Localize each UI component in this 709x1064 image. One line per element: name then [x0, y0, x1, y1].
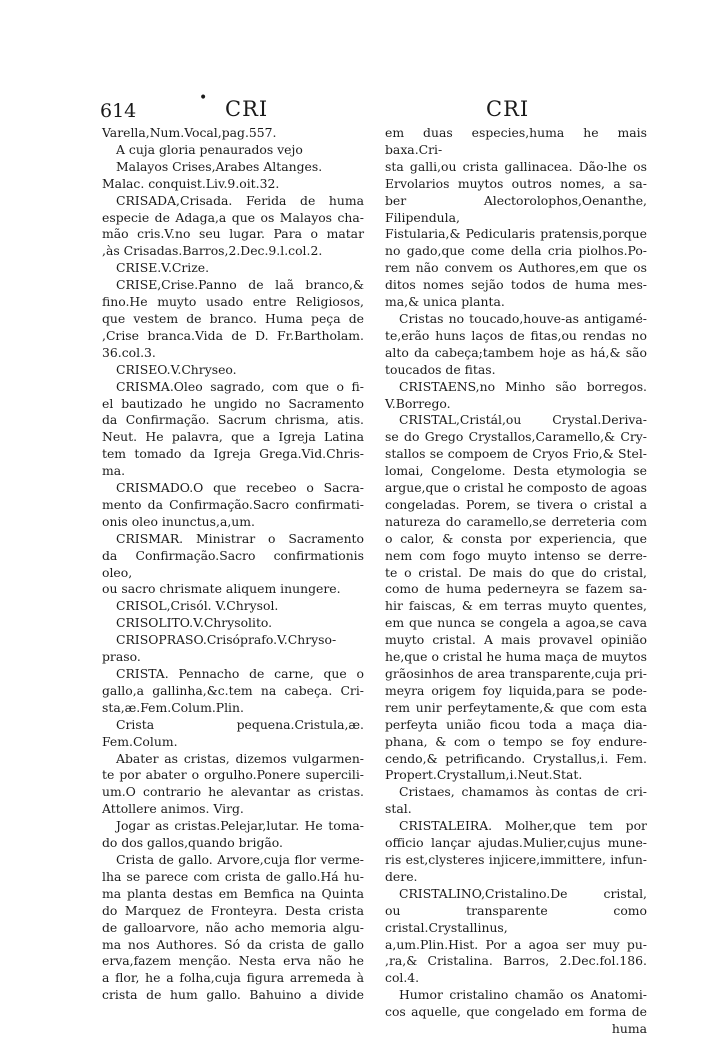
text-line: se do Grego Crystallos,Caramello,& Cry-	[385, 429, 647, 445]
text-line: que vestem de branco. Huma peça de	[102, 310, 364, 326]
text-line: erva,fazem menção. Nesta erva não he	[102, 953, 364, 969]
text-line: no gado,que come della cria piolhos.Po-	[385, 243, 647, 259]
text-line: sta galli,ou crista gallinacea. Dão-lhe os	[385, 158, 647, 174]
text-line: muyto cristal. A mais provavel opinião	[385, 632, 647, 648]
text-line: CRISE.V.Crize.	[116, 260, 210, 276]
text-line: nem com fogo muyto intenso se derre-	[385, 547, 647, 563]
text-line: Malac. conquist.Liv.9.oit.32.	[102, 175, 280, 191]
text-line: Crista de gallo. Arvore,cuja flor verme-	[116, 851, 364, 867]
text-line: do Marquez de Fronteyra. Desta crista	[102, 902, 364, 918]
text-line: um.O contrario he alevantar as cristas.	[102, 784, 364, 800]
text-line: CRISOPRASO.Crisóprafo.V.Chryso-	[116, 632, 337, 648]
text-line: ,ra,& Cristalina. Barros, 2.Dec.fol.186.	[385, 953, 647, 969]
text-line: Malayos Crises,Arabes Altanges.	[116, 158, 323, 174]
text-line: lomai, Congelome. Desta etymologia se	[385, 463, 647, 479]
text-line: dere.	[385, 868, 418, 884]
text-line: ma.	[102, 463, 126, 479]
text-line: ma planta destas em Bemfica na Quinta	[102, 885, 364, 901]
text-line: o calor, & consta por experiencia, que	[385, 530, 647, 546]
text-line: officio lançar ajudas.Mulier,cujus mune-	[385, 835, 647, 851]
text-line: ou sacro chrismate aliquem inungere.	[102, 581, 341, 597]
text-line: mento da Confirmação.Sacro confirmati-	[102, 496, 364, 512]
text-line: lha se parece com crista de gallo.Há hu-	[102, 868, 364, 884]
text-line: Propert.Crystallum,i.Neut.Stat.	[385, 767, 583, 783]
text-line: especie de Adaga,a que os Malayos cha-	[102, 209, 364, 225]
text-line: congeladas. Porem, se tivera o cristal a	[385, 496, 647, 512]
text-line: sta,æ.Fem.Colum.Plin.	[102, 699, 244, 715]
text-line: Attollere animos. Virg.	[102, 801, 244, 817]
text-line: CRISEO.V.Chryseo.	[116, 361, 237, 377]
text-line: stallos se compoem de Cryos Frio,& Stel-	[385, 446, 647, 462]
text-line: perfeyta união ficou toda a maça dia-	[385, 716, 647, 732]
text-line: 36.col.3.	[102, 344, 156, 360]
text-line: em que nunca se congela a agoa,se cava	[385, 615, 647, 631]
text-line: CRISADA,Crisada. Ferida de huma	[116, 192, 364, 208]
text-line: Neut. He palavra, que a Igreja Latina	[102, 429, 364, 445]
text-line: ber Alectorolophos,Oenanthe, Filipendula,	[385, 192, 647, 225]
text-line: CRISMADO.O que recebeo o Sacra-	[116, 480, 364, 496]
running-head-right: CRI	[486, 97, 530, 121]
text-line: da Confirmação.Sacro confirmationis oleo,	[102, 547, 364, 580]
text-line: Cristas no toucado,houve-as antigamé-	[399, 310, 647, 326]
text-line: col.4.	[385, 970, 420, 986]
text-line: praso.	[102, 649, 141, 665]
text-line: CRISOL,Crisól. V.Chrysol.	[116, 598, 279, 614]
text-line: el bautizado he ungido no Sacramento	[102, 395, 364, 411]
text-line: CRISTA. Pennacho de carne, que o	[116, 666, 364, 681]
text-line: phana, & com o tempo se foy endure-	[385, 733, 647, 749]
text-line: grãosinhos de area transparente,cuja pri-	[385, 666, 647, 681]
text-line: natureza do caramello,se derreteria com	[385, 513, 647, 529]
text-line: cendo,& petrificando. Crystallus,i. Fem.	[385, 750, 647, 766]
text-line: do dos gallos,quando brigão.	[102, 835, 283, 851]
text-line: CRISTALINO,Cristalino.De cristal,	[399, 885, 647, 901]
text-line: argue,que o cristal he composto de agoas	[385, 480, 647, 496]
text-line: te por abater o orgulho.Ponere supercili-	[102, 767, 364, 783]
text-line: tem tomado da Igreja Grega.Vid.Chris-	[102, 446, 364, 462]
text-line: fino.He muyto usado entre Religiosos,	[102, 294, 364, 310]
text-line: Abater as cristas, dizemos vulgarmen-	[116, 750, 364, 766]
text-line: a flor, he a folha,cuja figura arremeda à	[102, 970, 364, 986]
text-line: Humor cristalino chamão os Anatomi-	[399, 987, 647, 1003]
left-text-column	[102, 125, 364, 1004]
text-line: te o cristal. De mais do que do cristal,	[385, 564, 647, 580]
text-line: toucados de fitas.	[385, 361, 496, 377]
running-head-left: CRI	[225, 97, 269, 121]
text-line: Cristaes, chamamos às contas de cri-	[399, 784, 647, 800]
text-line: ,às Crisadas.Barros,2.Dec.9.l.col.2.	[102, 243, 323, 259]
text-line: CRISTAENS,no Minho são borregos.	[399, 378, 647, 394]
text-line: he,que o cristal he huma maça de muytos	[385, 649, 647, 665]
text-line: Jogar as cristas.Pelejar,lutar. He toma-	[116, 818, 364, 834]
text-line: te,erão huns laços de fitas,ou rendas no	[385, 327, 647, 343]
text-line: cos aquelle, que congelado em forma de	[385, 1004, 647, 1020]
text-line: A cuja gloria penaurados vejo	[116, 141, 303, 157]
text-line: CRISTAL,Cristál,ou Crystal.Deriva-	[399, 412, 647, 428]
text-line: em duas especies,huma he mais baxa.Cri-	[385, 125, 647, 157]
text-line: crista de hum gallo. Bahuino a divide	[102, 987, 364, 1003]
text-line: CRISMA.Oleo sagrado, com que o fi-	[116, 378, 364, 394]
text-line: ris est,clysteres injicere,immittere, infun-	[385, 851, 647, 867]
text-line: de galloarvore, não acho memoria algu-	[102, 919, 364, 935]
text-line: CRISE,Crise.Panno de laã branco,&	[116, 277, 364, 293]
text-line: Fistularia,& Pedicularis pratensis,porque	[385, 226, 647, 242]
text-line: onis oleo inunctus,a,um.	[102, 513, 255, 529]
text-line: da Confirmação. Sacrum chrisma, atis.	[102, 412, 364, 428]
right-text-column	[385, 125, 647, 1038]
text-line: Varella,Num.Vocal,pag.557.	[102, 125, 277, 140]
text-line: stal.	[385, 801, 412, 817]
text-line: ou transparente como cristal.Crystallinus,	[385, 902, 647, 935]
text-line: CRISMAR. Ministrar o Sacramento	[116, 530, 364, 546]
text-line: ditos nomes sejão todos de huma mes-	[385, 277, 647, 293]
text-line: huma	[611, 1021, 647, 1037]
ornament-mark: •	[199, 90, 208, 106]
text-line: rem não convem os Authores,em que os	[385, 260, 647, 276]
text-line: ,Crise branca.Vida de D. Fr.Bartholam.	[102, 327, 364, 343]
text-line: rem unir perfeytamente,& que com esta	[385, 699, 647, 715]
text-line: CRISTALEIRA. Molher,que tem por	[399, 818, 647, 834]
page-number: 614	[100, 100, 137, 122]
text-line: como de huma pederneyra se fazem sa-	[385, 581, 647, 597]
text-line: meyra origem foy liquida,para se pode-	[385, 682, 647, 698]
text-line: Crista pequena.Cristula,æ. Fem.Colum.	[102, 716, 364, 749]
text-line: V.Borrego.	[385, 395, 451, 411]
text-line: ma nos Authores. Só da crista de gallo	[102, 936, 364, 952]
text-line: CRISOLITO.V.Chrysolito.	[116, 615, 273, 631]
text-line: mão cris.V.no seu lugar. Para o matar	[102, 226, 364, 242]
text-line: alto da cabeça;tambem hoje as há,& são	[385, 344, 647, 360]
text-line: hir faiscas, & em terras muyto quentes,	[385, 598, 647, 614]
text-line: gallo,a gallinha,&c.tem na cabeça. Cri-	[102, 682, 364, 698]
text-line: Ervolarios muytos outros nomes, a sa-	[385, 175, 647, 191]
text-line: a,um.Plin.Hist. Por a agoa ser muy pu-	[385, 936, 647, 952]
text-line: ma,& unica planta.	[385, 294, 505, 310]
